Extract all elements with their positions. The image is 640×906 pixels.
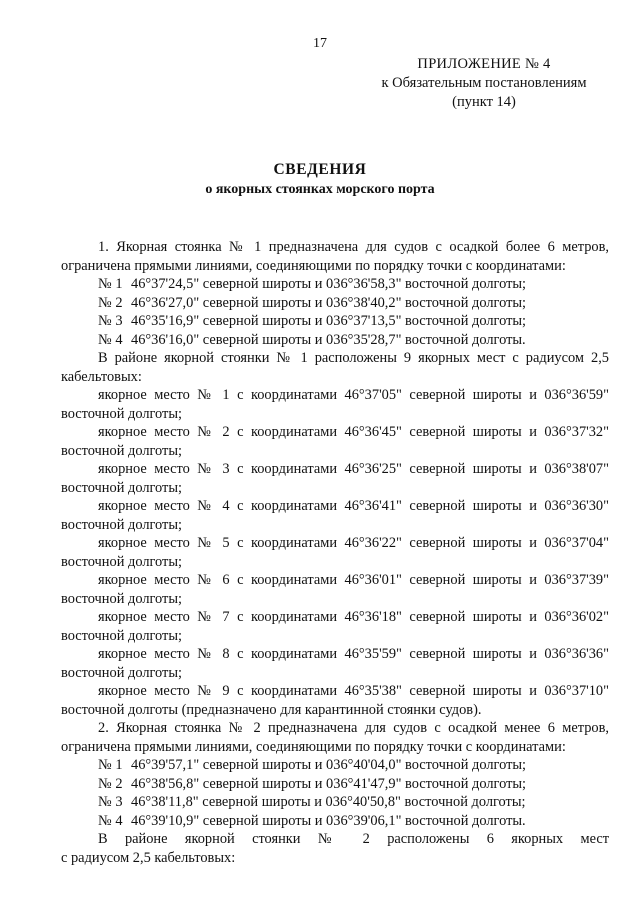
document-body (61, 238, 609, 867)
appendix-clause: (пункт 14) (452, 94, 516, 110)
point-coordinates: 46°36'16,0" северной широты и 036°35'28,7" восточной долготы. (131, 331, 526, 348)
point-coordinates: 46°39'10,9" северной широты и 036°39'06,1" восточной долготы. (131, 812, 526, 829)
anchor-place: якорное место № 9 с координатами 46°35'38" северной широты и 036°37'10" восточной долготы (предназначено для карантинной стоянки судов). (61, 683, 609, 718)
point-coordinates: 46°39'57,1" северной широты и 036°40'04,0" восточной долготы; (131, 757, 527, 773)
point-number: № 2 (98, 294, 123, 311)
coordinate-point (61, 812, 609, 831)
section2-places-intro-continued: с радиусом 2,5 кабельтовых: (61, 849, 236, 866)
anchor-place: якорное место № 4 с координатами 46°36'41" северной широты и 036°36'30" восточной долготы; (61, 498, 609, 533)
point-number: № 4 (98, 331, 123, 348)
coordinate-point (61, 793, 609, 812)
anchor-place: якорное место № 2 с координатами 46°36'45" северной широты и 036°37'32" восточной долготы; (61, 424, 609, 459)
point-number: № 4 (98, 812, 123, 829)
page-number: 17 (313, 36, 327, 51)
point-coordinates: 46°35'16,9" северной широты и 036°37'13,5" восточной долготы; (131, 313, 527, 329)
point-number: № 2 (98, 775, 123, 792)
coordinate-point (61, 294, 609, 313)
coordinate-point (61, 275, 609, 294)
point-coordinates: 46°36'27,0" северной широты и 036°38'40,2" восточной долготы; (131, 294, 527, 311)
point-number: № 1 (98, 276, 123, 292)
document-title: СВЕДЕНИЯ (273, 161, 367, 178)
anchor-place: якорное место № 5 с координатами 46°36'22" северной широты и 036°37'04" восточной долготы; (61, 535, 609, 570)
appendix-header (354, 55, 614, 112)
section2-points (61, 756, 609, 830)
point-coordinates: 46°38'56,8" северной широты и 036°41'47,9" восточной долготы; (131, 775, 527, 792)
section1-anchor-places (61, 386, 609, 719)
anchor-place: якорное место № 8 с координатами 46°35'59" северной широты и 036°36'36" восточной долготы; (61, 646, 609, 681)
document-subtitle: о якорных стоянках морского порта (205, 182, 435, 197)
appendix-title: ПРИЛОЖЕНИЕ № 4 (417, 56, 551, 72)
point-number: № 1 (98, 757, 123, 773)
point-coordinates: 46°38'11,8" северной широты и 036°40'50,8" восточной долготы; (131, 794, 526, 810)
section1-places-intro: В районе якорной стоянки № 1 расположены 9 якорных мест с радиусом 2,5 кабельтовых: (61, 350, 609, 385)
point-number: № 3 (98, 794, 123, 810)
anchor-place: якорное место № 7 с координатами 46°36'18" северной широты и 036°36'02" восточной долготы; (61, 609, 609, 644)
coordinate-point (61, 775, 609, 794)
section1-intro: 1. Якорная стоянка № 1 предназначена для судов с осадкой более 6 метров, ограничена прямыми линиями, соединяющими по порядку точки с координатами: (61, 239, 609, 274)
coordinate-point (61, 331, 609, 350)
appendix-reference: к Обязательным постановлениям (381, 75, 587, 91)
coordinate-point (61, 312, 609, 331)
anchor-place: якорное место № 1 с координатами 46°37'05" северной широты и 036°36'59" восточной долготы; (61, 387, 609, 422)
document-heading (0, 160, 640, 200)
point-coordinates: 46°37'24,5" северной широты и 036°36'58,3" восточной долготы; (131, 276, 527, 292)
coordinate-point (61, 756, 609, 775)
anchor-place: якорное место № 6 с координатами 46°36'01" северной широты и 036°37'39" восточной долготы; (61, 572, 609, 607)
anchor-place: якорное место № 3 с координатами 46°36'25" северной широты и 036°38'07" восточной долготы; (61, 461, 609, 496)
section2-intro: 2. Якорная стоянка № 2 предназначена для судов с осадкой менее 6 метров, ограничена прямыми линиями, соединяющими по порядку точки с координатами: (61, 720, 609, 755)
point-number: № 3 (98, 313, 123, 329)
section1-points (61, 275, 609, 349)
section2-places-intro: В районе якорной стоянки № 2 расположены 6 якорных мест (98, 831, 609, 847)
